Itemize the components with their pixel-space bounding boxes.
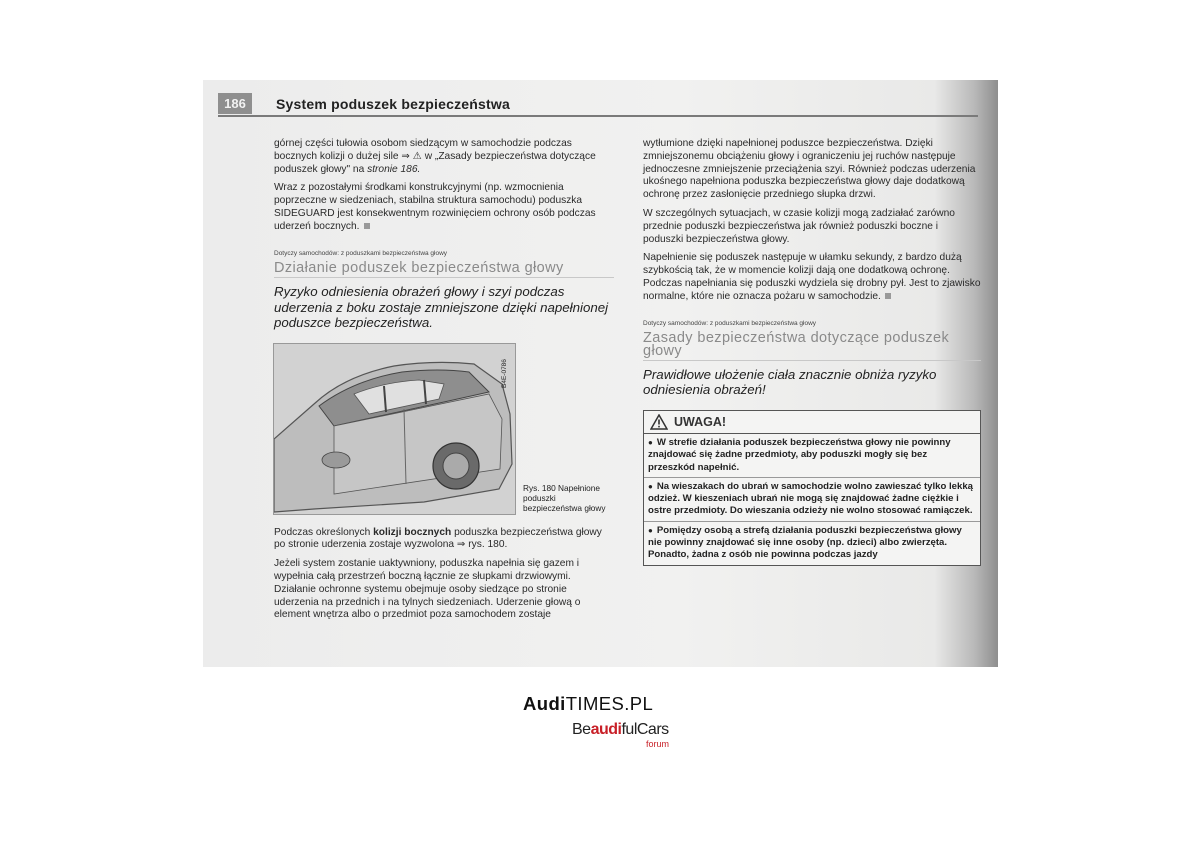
paragraph bbox=[274, 182, 614, 233]
warning-title: UWAGA! bbox=[674, 414, 727, 429]
paragraph: wytłumione dzięki napełnionej poduszce bezpieczeństwa. Dzięki zmniejszonemu obciążeniu głowy i ograniczeniu jej ruchów następuje jednoczesne zmniejszenie przeciążenia szyi. Również podczas uderzenia ukośnego napełniona poduszka bezpieczeństwa głowy daje dodatkową ochronę przez zasłonięcie przedniego słupka drzwi. bbox=[643, 138, 976, 201]
paragraph-text: poduszka bezpieczeństwa głowy po stronie uderzenia zostaje wyzwolona ⇒ rys. 180. bbox=[274, 526, 602, 551]
page-title: System poduszek bezpieczeństwa bbox=[276, 96, 510, 112]
logo-text-red: audi bbox=[590, 721, 622, 738]
figure-code: B4E-0786 bbox=[501, 358, 508, 388]
warning-text: W strefie działania poduszek bezpieczeństwa głowy nie powinny znajdować się żadne przedmioty, aby poduszki mogły się bez przeszkód napełnić. bbox=[648, 436, 951, 473]
paragraph: W szczególnych sytuacjach, w czasie kolizji mogą zadziałać zarówno przednie poduszki bezpieczeństwa jak również poduszki boczne i poduszki bezpieczeństwa głowy. bbox=[643, 207, 955, 245]
bullet-icon: ● bbox=[648, 525, 653, 535]
logo-forum-text: forum bbox=[646, 739, 670, 749]
left-column bbox=[274, 138, 614, 628]
warning-item bbox=[644, 522, 980, 565]
bullet-icon: ● bbox=[648, 437, 653, 447]
page-reference: stronie 186. bbox=[367, 163, 421, 175]
bold-term: kolizji bocznych bbox=[373, 526, 452, 538]
bullet-icon: ● bbox=[648, 481, 653, 491]
page-number: 186 bbox=[218, 93, 252, 114]
paragraph-text: Podczas określonych bbox=[274, 526, 371, 538]
paragraph-text: Wraz z pozostałymi środkami konstrukcyjnymi (np. wzmocnienia poprzeczne w siedzeniach, stabilna struktura samochodu) poduszka SIDEGUARD jest konsekwentnym rozwinięciem ochrony osób podczas uderzeń bocznych. bbox=[274, 182, 596, 232]
header-rule bbox=[218, 115, 978, 117]
section-heading: Działanie poduszek bezpieczeństwa głowy bbox=[274, 262, 614, 278]
figure bbox=[274, 343, 614, 515]
beaudifulcars-logo bbox=[572, 721, 669, 739]
logo-text: fulCars bbox=[621, 721, 669, 738]
figure-caption: Rys. 180 Napełnione poduszki bezpieczeństwa głowy bbox=[523, 482, 606, 513]
auditimes-logo bbox=[523, 693, 653, 715]
logo-audi-text: Audi bbox=[523, 693, 566, 714]
paragraph-text: Napełnienie się poduszek następuje w ułamku sekundy, z bardzo dużą szybkością tak, że w momencie kolizji dają one dodatkową ochronę. Podczas napełniania się poduszki wydziela się drobny pył. Jest to zjawisko normalne, które nie oznacza pożaru w samochodzie. bbox=[643, 252, 981, 302]
logo-times-text: TIMES.PL bbox=[565, 693, 654, 714]
paragraph: Jeżeli system zostanie uaktywniony, poduszka napełnia się gazem i wypełnia całą przestrzeń boczną łącznie ze słupkami drzwiowymi. Działanie ochronne systemu obejmuje osoby siedzące po stronie uderzenia na przednich i na tylnych siedzeniach. Uderzenie głową o element wnętrza albo o przedmiot poza samochodem zostaje bbox=[274, 558, 581, 621]
end-mark bbox=[364, 223, 370, 229]
logo-text: Be bbox=[572, 721, 591, 738]
warning-text: Pomiędzy osobą a strefą działania poduszki bezpieczeństwa głowy nie powinny znajdować się inne osoby (np. dzieci) albo zwierzęta. Ponadto, żadna z osób nie powinna podczas jazdy bbox=[648, 524, 962, 561]
right-column bbox=[643, 138, 981, 566]
applicability-note: Dotyczy samochodów: z poduszkami bezpieczeństwa głowy bbox=[274, 249, 448, 257]
car-airbag-illustration bbox=[273, 343, 516, 515]
car-side-illustration-icon bbox=[274, 344, 515, 514]
section-lead: Prawidłowe ułożenie ciała znacznie obniża ryzyko odniesienia obrażeń! bbox=[643, 366, 937, 398]
applicability-note: Dotyczy samochodów: z poduszkami bezpieczeństwa głowy bbox=[643, 319, 817, 327]
end-mark bbox=[885, 293, 891, 299]
section-lead: Ryzyko odniesienia obrażeń głowy i szyi podczas uderzenia z boku zostaje zmniejszone dzięki napełnionej poduszce bezpieczeństwa. bbox=[274, 284, 609, 331]
warning-text: Na wieszakach do ubrań w samochodzie wolno zawieszać tylko lekką odzież. W kieszeniach ubrań nie mogą się znajdować żadne ciężkie i ostre przedmioty. Do wieszania odzieży nie wolno stosować ramiączek. bbox=[648, 480, 974, 517]
warning-item bbox=[644, 434, 980, 478]
paragraph bbox=[274, 138, 614, 176]
paragraph-text: górnej części tułowia osobom siedzącym w samochodzie podczas bocznych kolizji o dużej sile ⇒ ⚠ w „Zasady bezpieczeństwa dotyczące poduszek głowy" na bbox=[274, 138, 596, 175]
paragraph bbox=[274, 527, 614, 553]
section-heading: Zasady bezpieczeństwa dotyczące poduszek głowy bbox=[643, 332, 981, 361]
paragraph bbox=[643, 252, 981, 303]
warning-box bbox=[643, 410, 981, 566]
warning-header bbox=[644, 411, 980, 434]
scanned-manual-page bbox=[203, 80, 998, 667]
warning-triangle-icon bbox=[650, 414, 668, 430]
warning-item bbox=[644, 478, 980, 522]
